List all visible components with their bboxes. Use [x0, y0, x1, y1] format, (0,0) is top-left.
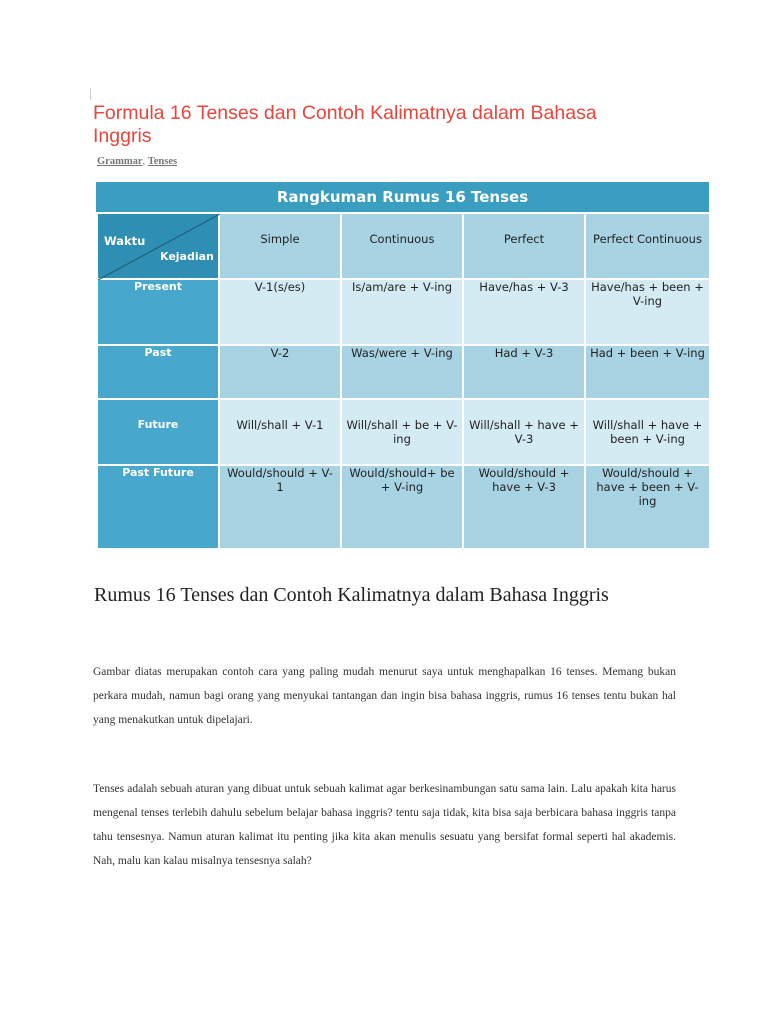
table-cell: V-1(s/es) — [219, 279, 341, 345]
table-cell: V-2 — [219, 345, 341, 399]
table-cell: Have/has + V-3 — [463, 279, 585, 345]
table-row-present — [97, 279, 709, 345]
table-cell: Had + V-3 — [463, 345, 585, 399]
label-link-tenses[interactable]: Tenses — [147, 156, 178, 167]
row-header-present: Present — [97, 279, 219, 345]
table-cell: Is/am/are + V-ing — [341, 279, 463, 345]
table-cell: Would/should+ be + V-ing — [341, 465, 463, 549]
article-paragraph: Gambar diatas merupakan contoh cara yang paling mudah menurut saya untuk menghapalkan 16 tenses. Memang bukan perkara mudah, namun bagi orang yang menyukai tantangan dan ingin bisa bahasa inggris, rumus 16 tenses tentu bukan hal yang menakutkan untuk dipelajari. — [93, 666, 676, 726]
post-labels — [97, 156, 177, 167]
table-row-future — [97, 399, 709, 465]
corner-cell — [97, 213, 219, 279]
left-edge-line — [90, 88, 91, 100]
label-link-grammar[interactable]: Grammar — [97, 156, 143, 167]
article-paragraph: Tenses adalah sebuah aturan yang dibuat untuk sebuah kalimat agar berkesinambungan satu sama lain. Lalu apakah kita harus mengenal tenses terlebih dahulu sebelum belajar bahasa inggris? tentu saja tidak, kita bisa saja berbicara bahasa inggris tanpa tahu tensesnya. Namun aturan kalimat itu penting jika kita akan menulis sesuatu yang bersifat formal seperti hal akademis. Nah, malu kan kalau misalnya tensesnya salah? — [93, 783, 676, 867]
summary-table-heading: Rangkuman Rumus 16 Tenses — [96, 182, 709, 212]
row-header-future: Future — [97, 399, 219, 465]
table-header-row — [97, 213, 709, 279]
article-heading: Rumus 16 Tenses dan Contoh Kalimatnya dalam Bahasa Inggris — [94, 584, 609, 606]
row-header-past: Past — [97, 345, 219, 399]
table-cell: Would/should + have + V-3 — [463, 465, 585, 549]
column-header-perfect: Perfect — [463, 213, 585, 279]
table-cell: Was/were + V-ing — [341, 345, 463, 399]
tenses-summary-image — [96, 182, 709, 556]
corner-label-kejadian: Kejadian — [160, 250, 214, 263]
tenses-formula-table — [96, 212, 709, 550]
label-separator: , — [142, 156, 146, 167]
row-header-past-future: Past Future — [97, 465, 219, 549]
table-cell: Would/should + V-1 — [219, 465, 341, 549]
column-header-perfect-continuous: Perfect Continuous — [585, 213, 709, 279]
post-title[interactable]: Formula 16 Tenses dan Contoh Kalimatnya dalam Bahasa Inggris — [93, 102, 597, 147]
table-row-past-future — [97, 465, 709, 549]
table-cell: Will/shall + V-1 — [219, 399, 341, 465]
table-cell: Will/shall + have + been + V-ing — [585, 399, 709, 465]
table-cell: Have/has + been + V-ing — [585, 279, 709, 345]
table-cell: Had + been + V-ing — [585, 345, 709, 399]
table-cell: Will/shall + have + V-3 — [463, 399, 585, 465]
table-cell: Would/should + have + been + V-ing — [585, 465, 709, 549]
table-cell: Will/shall + be + V-ing — [341, 399, 463, 465]
corner-label-waktu: Waktu — [104, 234, 146, 248]
column-header-continuous: Continuous — [341, 213, 463, 279]
column-header-simple: Simple — [219, 213, 341, 279]
table-row-past — [97, 345, 709, 399]
